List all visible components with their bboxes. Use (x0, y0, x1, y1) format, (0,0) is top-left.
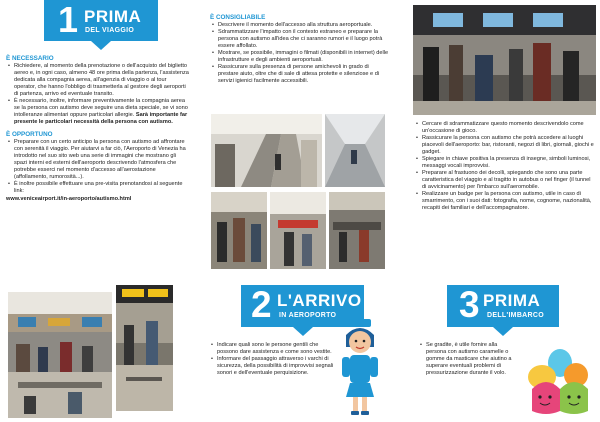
corridor-photo (325, 114, 385, 187)
escalator-photo (211, 114, 322, 187)
consigliabile-item-4: • Rassicurare sulla presenza di persone amichevoli in grado di prestare aiuto, oltre che di sale di attesa protette e silenziose e di servizi igienici facilmente accessibili. (218, 64, 390, 85)
section3-number: 3 (459, 284, 480, 325)
opportuno-item-1: • Preparare con un certo anticipo la persona con autismo ad affrontare con serenità il viaggio. Per aiutarvi a far ciò, l'Aeroporto di Venezia ha introdotto nel suo sito web una serie di immagini che mostrano gli spazi interni ed esterni dell'aeroporto descrivendo l'atmosfera che potrebbe esserci nel momento d'accesso all'aerostazione (affollamento, rumorosità...). (14, 139, 189, 181)
consigliabile-text (210, 14, 390, 85)
section3-title: PRIMA (483, 291, 541, 310)
right-top-text (414, 121, 596, 212)
opportuno-heading: È OPPORTUNO (6, 131, 53, 138)
stewardess-icon (336, 317, 384, 417)
departures-photo (116, 285, 173, 411)
section1-title: PRIMA (84, 7, 142, 26)
waiting-photo (329, 192, 385, 269)
section2-text (209, 342, 335, 377)
luggage-photo (413, 5, 596, 115)
necessario-item-2-text: È necessario, inoltre, informare preventivamente la compagnia aerea se la persona con autismo deve seguire una dieta speciale, se vi sono intolleranze alimentari oppure particolari allergie. (14, 98, 188, 118)
right-item-2: • Rassicurare la persona con autismo che potrà accedere ai luoghi piacevoli dell'aeroporto: bar, ristoranti, negozi di libri, giornali, giochi e gadget. (422, 135, 596, 156)
section1-number: 1 (58, 0, 79, 40)
right-item-4: • Preparare al frastuono dei decolli, spiegando che sono una parte caratteristica del viaggio e al tragitto in autobus o nel finger (il tunnel di avvicinamento) per l'imbarco sull'aeromobile. (422, 170, 596, 191)
section2-item-1: • Indicare quali sono le persone gentili che possono dare assistenza e come sono vestite. (217, 342, 335, 356)
escalator-photo-image (211, 114, 322, 187)
autismo-link[interactable]: www.veniceairport.it/in-aeroporto/autismo.html (6, 196, 132, 202)
necessario-item-2 (14, 98, 189, 126)
section2-title: L'ARRIVO (277, 291, 362, 310)
right-item-3: • Spiegare in chiave positiva la presenza di insegne, simboli luminosi, messaggi vocali improvvisi. (422, 156, 596, 170)
terminal-photo (8, 292, 112, 418)
terminal-photo-image (8, 292, 112, 418)
section3-subtitle: DELL'IMBARCO (487, 312, 544, 319)
departures-photo-image (116, 285, 173, 411)
necessario-heading: È NECESSARIO (6, 55, 54, 62)
corridor-photo-image (325, 114, 385, 187)
section3-ribbon (447, 285, 559, 327)
gate-photo-image (270, 192, 326, 269)
necessario-item-1: • Richiedere, al momento della prenotazione o dell'acquisto del biglietto aereo e, in ogni caso, almeno 48 ore prima della partenza, l'assistenza dedicata alla compagnia aerea, all'agenzia di viaggio o al tour operator, che hanno l'obbligo di trasmetterla al gestore degli aeroporti di partenza, arrivo ed eventuale transito. (14, 63, 189, 98)
section1-ribbon (44, 0, 158, 41)
right-item-5: • Realizzare un badge per la persona con autismo, utile in caso di smarrimento, con i suoi dati: fotografia, nome, cognome, nazionalità, recapiti dei familiari e dell'accompagnatore. (422, 191, 596, 212)
section1-text (6, 55, 189, 202)
checkin-photo (211, 192, 267, 269)
consigliabile-item-2: • Sdrammatizzare l'impatto con il contesto estraneo e preparare la persona con autismo all'idea che ci saranno rumori e il luogo potrà essere affollato. (218, 29, 390, 50)
section2-item-2: • Informare del passaggio attraverso i varchi di sicurezza, della possibilità di improvvisi segnali sonori e dell'eventuale perquisizione. (217, 356, 335, 377)
candy-illustration (512, 345, 598, 417)
section2-number: 2 (251, 284, 272, 325)
candy-icon (512, 345, 598, 417)
section3-item-1: • Se gradite, è utile fornire alla persona con autismo caramelle o gomme da masticare che aiutino a superare eventuali problemi di pressurizzazione durante il volo. (426, 342, 512, 377)
opportuno-item-2: • È inoltre possibile effettuare una pre-visita prenotandosi al seguente link: (14, 181, 189, 195)
consigliabile-item-3: • Mostrare, se possibile, immagini o filmati (disponibili in internet) delle infrastrutture e degli ambienti aeroportuali. (218, 50, 390, 64)
section1-subtitle: DEL VIAGGIO (85, 27, 135, 34)
luggage-photo-image (413, 5, 596, 115)
checkin-photo-image (211, 192, 267, 269)
necessario-bold: Sarà importante far presente le particolari necessità della persona con autismo. (14, 112, 188, 125)
section3-text (418, 342, 512, 377)
right-item-1: • Cercare di sdrammatizzare questo momento descrivendolo come un'occasione di gioco. (422, 121, 596, 135)
waiting-photo-image (329, 192, 385, 269)
section2-subtitle: IN AEROPORTO (279, 312, 337, 319)
consigliabile-heading: È CONSIGLIABILE (210, 14, 266, 21)
consigliabile-item-1: • Descrivere il momento dell'accesso alla struttura aeroportuale. (218, 22, 390, 29)
gate-photo (270, 192, 326, 269)
stewardess-illustration (336, 317, 384, 417)
